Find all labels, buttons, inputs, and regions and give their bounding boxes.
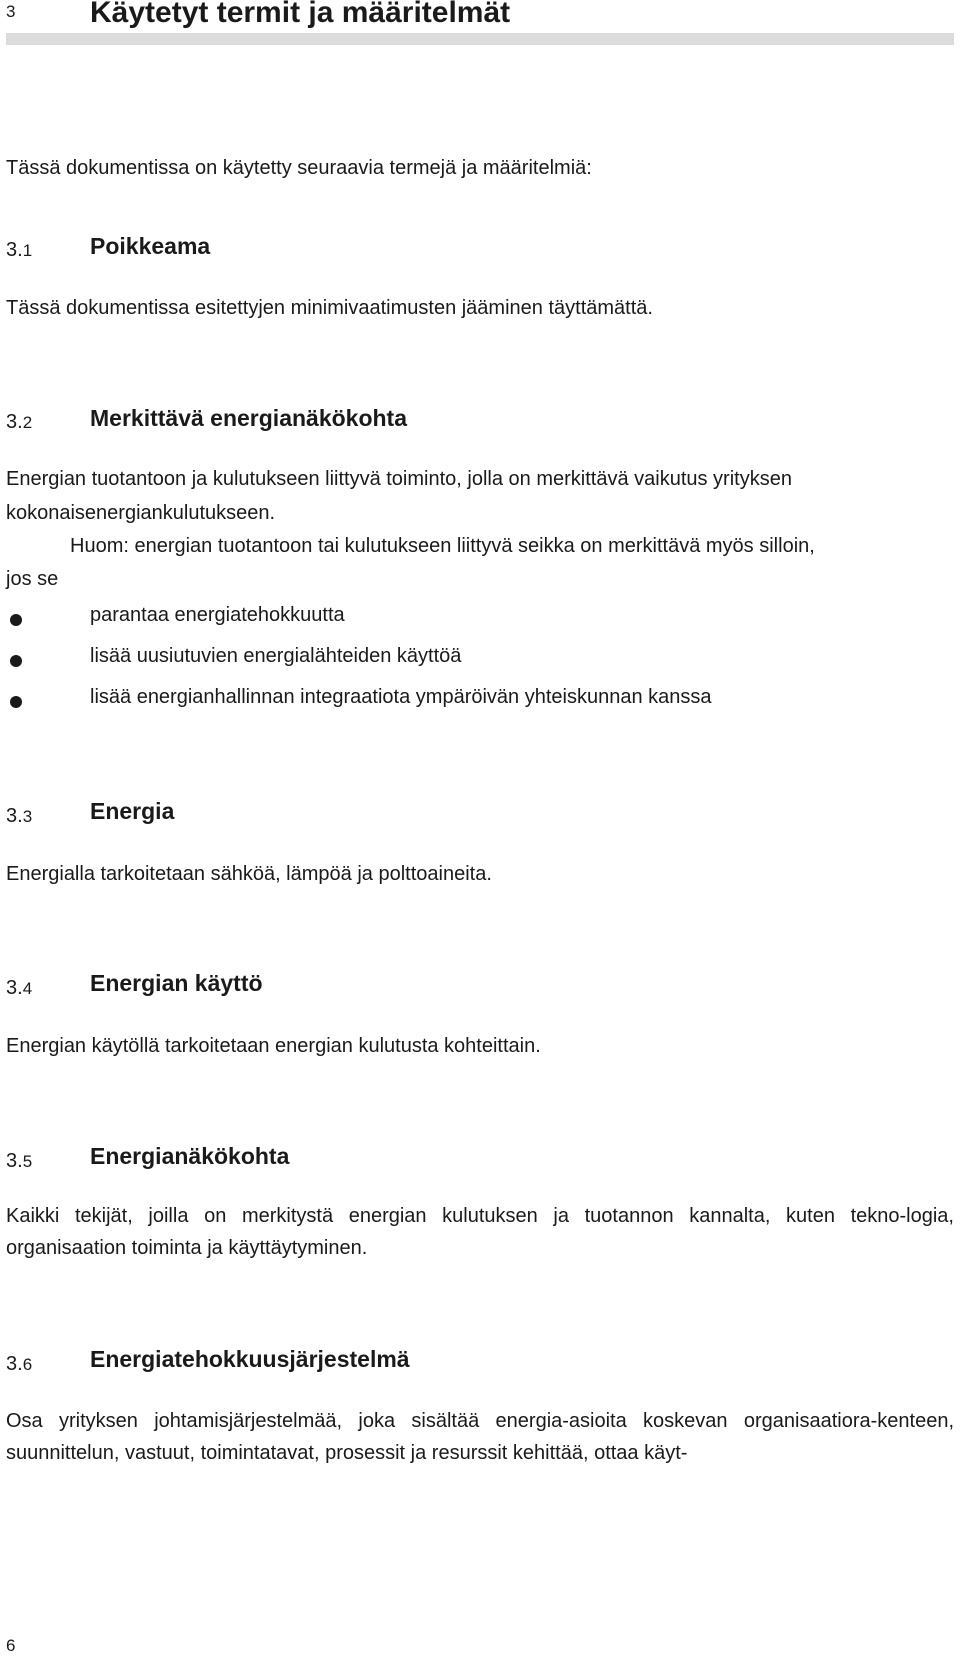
section-title-merkittava-energianakokohta: Merkittävä energianäkökohta <box>90 405 408 431</box>
note-line-1: Huom: energian tuotantoon tai kulutukseen liittyvä seikka on merkittävä myös silloin, <box>70 535 815 557</box>
page-number: 6 <box>6 1636 16 1655</box>
section-body-energianakokohta: Kaikki tekijät, joilla on merkitystä energian kulutuksen ja tuotannon kannalta, kuten tekno-logia, organisaation toiminta ja käyttäytyminen. <box>6 1205 954 1259</box>
section-number-3-6: 3.6 <box>6 1353 33 1375</box>
section-number-3-2: 3.2 <box>6 411 33 433</box>
list-item: lisää uusiutuvien energialähteiden käyttöä <box>90 645 462 667</box>
section-number-3-5: 3.5 <box>6 1150 33 1172</box>
section-body-energian-kaytto: Energian käytöllä tarkoitetaan energian kulutusta kohteittain. <box>6 1035 541 1057</box>
chapter-title: Käytetyt termit ja määritelmät <box>90 0 511 29</box>
section-number-3-4: 3.4 <box>6 977 33 999</box>
section-title-energian-kaytto: Energian käyttö <box>90 970 263 996</box>
chapter-divider <box>6 33 954 45</box>
section-title-energia: Energia <box>90 798 175 824</box>
section-title-poikkeama: Poikkeama <box>90 233 211 259</box>
section-body-line-1: Energian tuotantoon ja kulutukseen liittyvä toiminto, jolla on merkittävä vaikutus yrityksen <box>6 468 792 490</box>
section-body-poikkeama: Tässä dokumentissa esitettyjen minimivaatimusten jääminen täyttämättä. <box>6 297 653 319</box>
section-title-energianakokohta: Energianäkökohta <box>90 1143 290 1169</box>
bullet-icon <box>10 614 22 626</box>
section-number-3-1: 3.1 <box>6 239 33 261</box>
section-body-energiatehokkuusjarjestelma: Osa yrityksen johtamisjärjestelmää, joka sisältää energia-asioita koskevan organisaatiora-kenteen, suunnittelun, vastuut, toimintatavat, prosessit ja resurssit kehittää, ottaa käyt- <box>6 1410 954 1464</box>
section-title-energiatehokkuusjarjestelma: Energiatehokkuusjärjestelmä <box>90 1346 410 1372</box>
list-item: parantaa energiatehokkuutta <box>90 604 345 626</box>
intro-text: Tässä dokumentissa on käytetty seuraavia termejä ja määritelmiä: <box>6 157 592 179</box>
list-item: lisää energianhallinnan integraatiota ympäröivän yhteiskunnan kanssa <box>90 686 712 708</box>
note-line-2: jos se <box>6 568 59 590</box>
section-number-3-3: 3.3 <box>6 805 33 827</box>
chapter-number: 3 <box>6 2 16 21</box>
bullet-icon <box>10 655 22 667</box>
bullet-icon <box>10 696 22 708</box>
section-body-energia: Energialla tarkoitetaan sähköä, lämpöä ja polttoaineita. <box>6 863 492 885</box>
section-body-line-2: kokonaisenergiankulutukseen. <box>6 502 276 524</box>
